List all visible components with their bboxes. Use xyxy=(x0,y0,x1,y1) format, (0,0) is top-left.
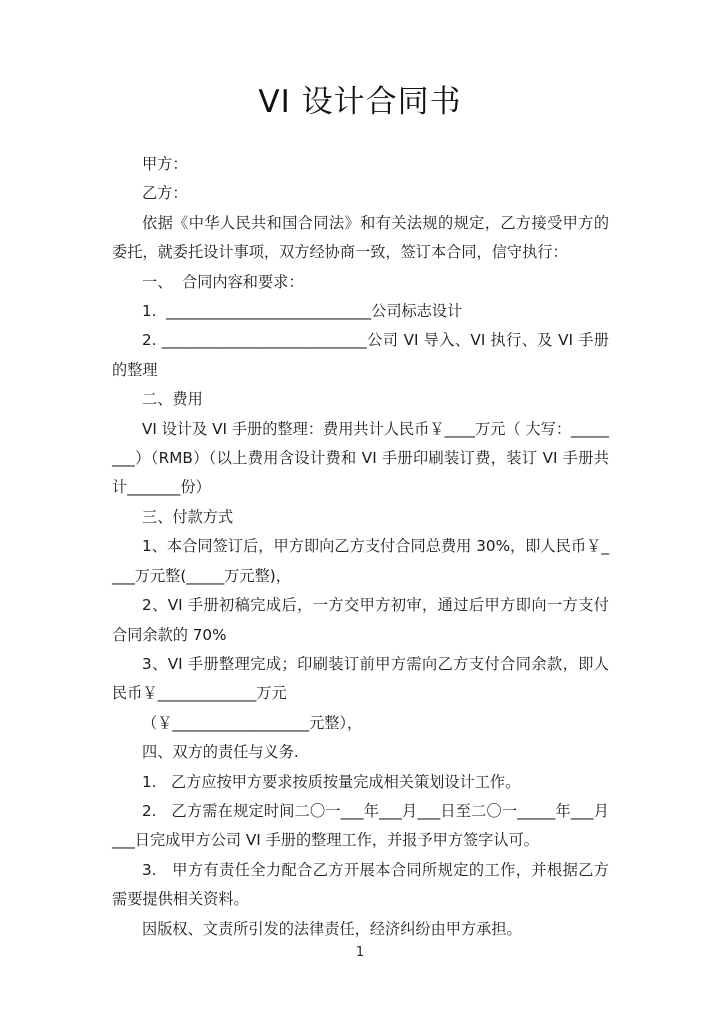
paragraph-section-1-heading: 一、 合同内容和要求： xyxy=(142,272,304,291)
paragraph-preamble: 依据《中华人民共和国合同法》和有关法规的规定，乙方接受甲方的委托，就委托设计事项，双方经协商一致，签订本合同，信守执行： xyxy=(112,213,609,262)
paragraph-party-a: 甲方： xyxy=(142,155,188,173)
paragraph-section-3-item-3: 3、VI 手册整理完成；印刷装订前甲方需向乙方支付合同余款，即人民币￥_____________万元 xyxy=(112,654,609,703)
paragraph-section-3-item-3b: （￥__________________元整）， xyxy=(142,713,363,732)
paragraph-section-1-item-2: 2. ___________________________公司 VI 导入、VI 执行、及 VI 手册的整理 xyxy=(112,331,609,379)
paragraph-section-2-heading: 二、费用 xyxy=(142,390,203,409)
paragraph-section-4-item-3: 3. 甲方有责任全力配合乙方开展本合同所规定的工作，并根据乙方需要提供相关资料。 xyxy=(112,860,609,909)
page-title: VI 设计合同书 xyxy=(258,84,462,120)
paragraph-section-4-item-1: 1. 乙方应按甲方要求按质按量完成相关策划设计工作。 xyxy=(142,772,521,791)
paragraph-section-2-body: VI 设计及 VI 手册的整理：费用共计人民币￥____万元（ 大写：________）（RMB）（以上费用含设计费和 VI 手册印刷装订费，装订 VI 手册共计_______份） xyxy=(112,419,609,497)
paragraph-party-b: 乙方： xyxy=(142,184,188,203)
paragraph-section-3-item-1: 1、本合同签订后，甲方即向乙方支付合同总费用 30%，即人民币￥____万元整(_____万元整)， xyxy=(112,537,609,585)
paragraph-section-3-item-2: 2、VI 手册初稿完成后，一方交甲方初审，通过后甲方即向一方支付合同余款的 70% xyxy=(112,596,609,644)
paragraph-section-4-heading: 四、双方的责任与义务. xyxy=(142,743,299,762)
paragraph-section-3-heading: 三、付款方式 xyxy=(142,507,234,526)
paragraph-closing-liability: 因版权、文责所引发的法律责任，经济纠纷由甲方承担。 xyxy=(142,919,522,938)
paragraph-section-4-item-2: 2. 乙方需在规定时间二〇一___年___月___日至二〇一_____年___月___日完成甲方公司 VI 手册的整理工作，并报予甲方签字认可。 xyxy=(112,801,609,850)
paragraph-section-1-item-1: 1. ___________________________公司标志设计 xyxy=(142,302,463,321)
document-body xyxy=(112,150,609,944)
page-number: 1 xyxy=(355,945,365,960)
